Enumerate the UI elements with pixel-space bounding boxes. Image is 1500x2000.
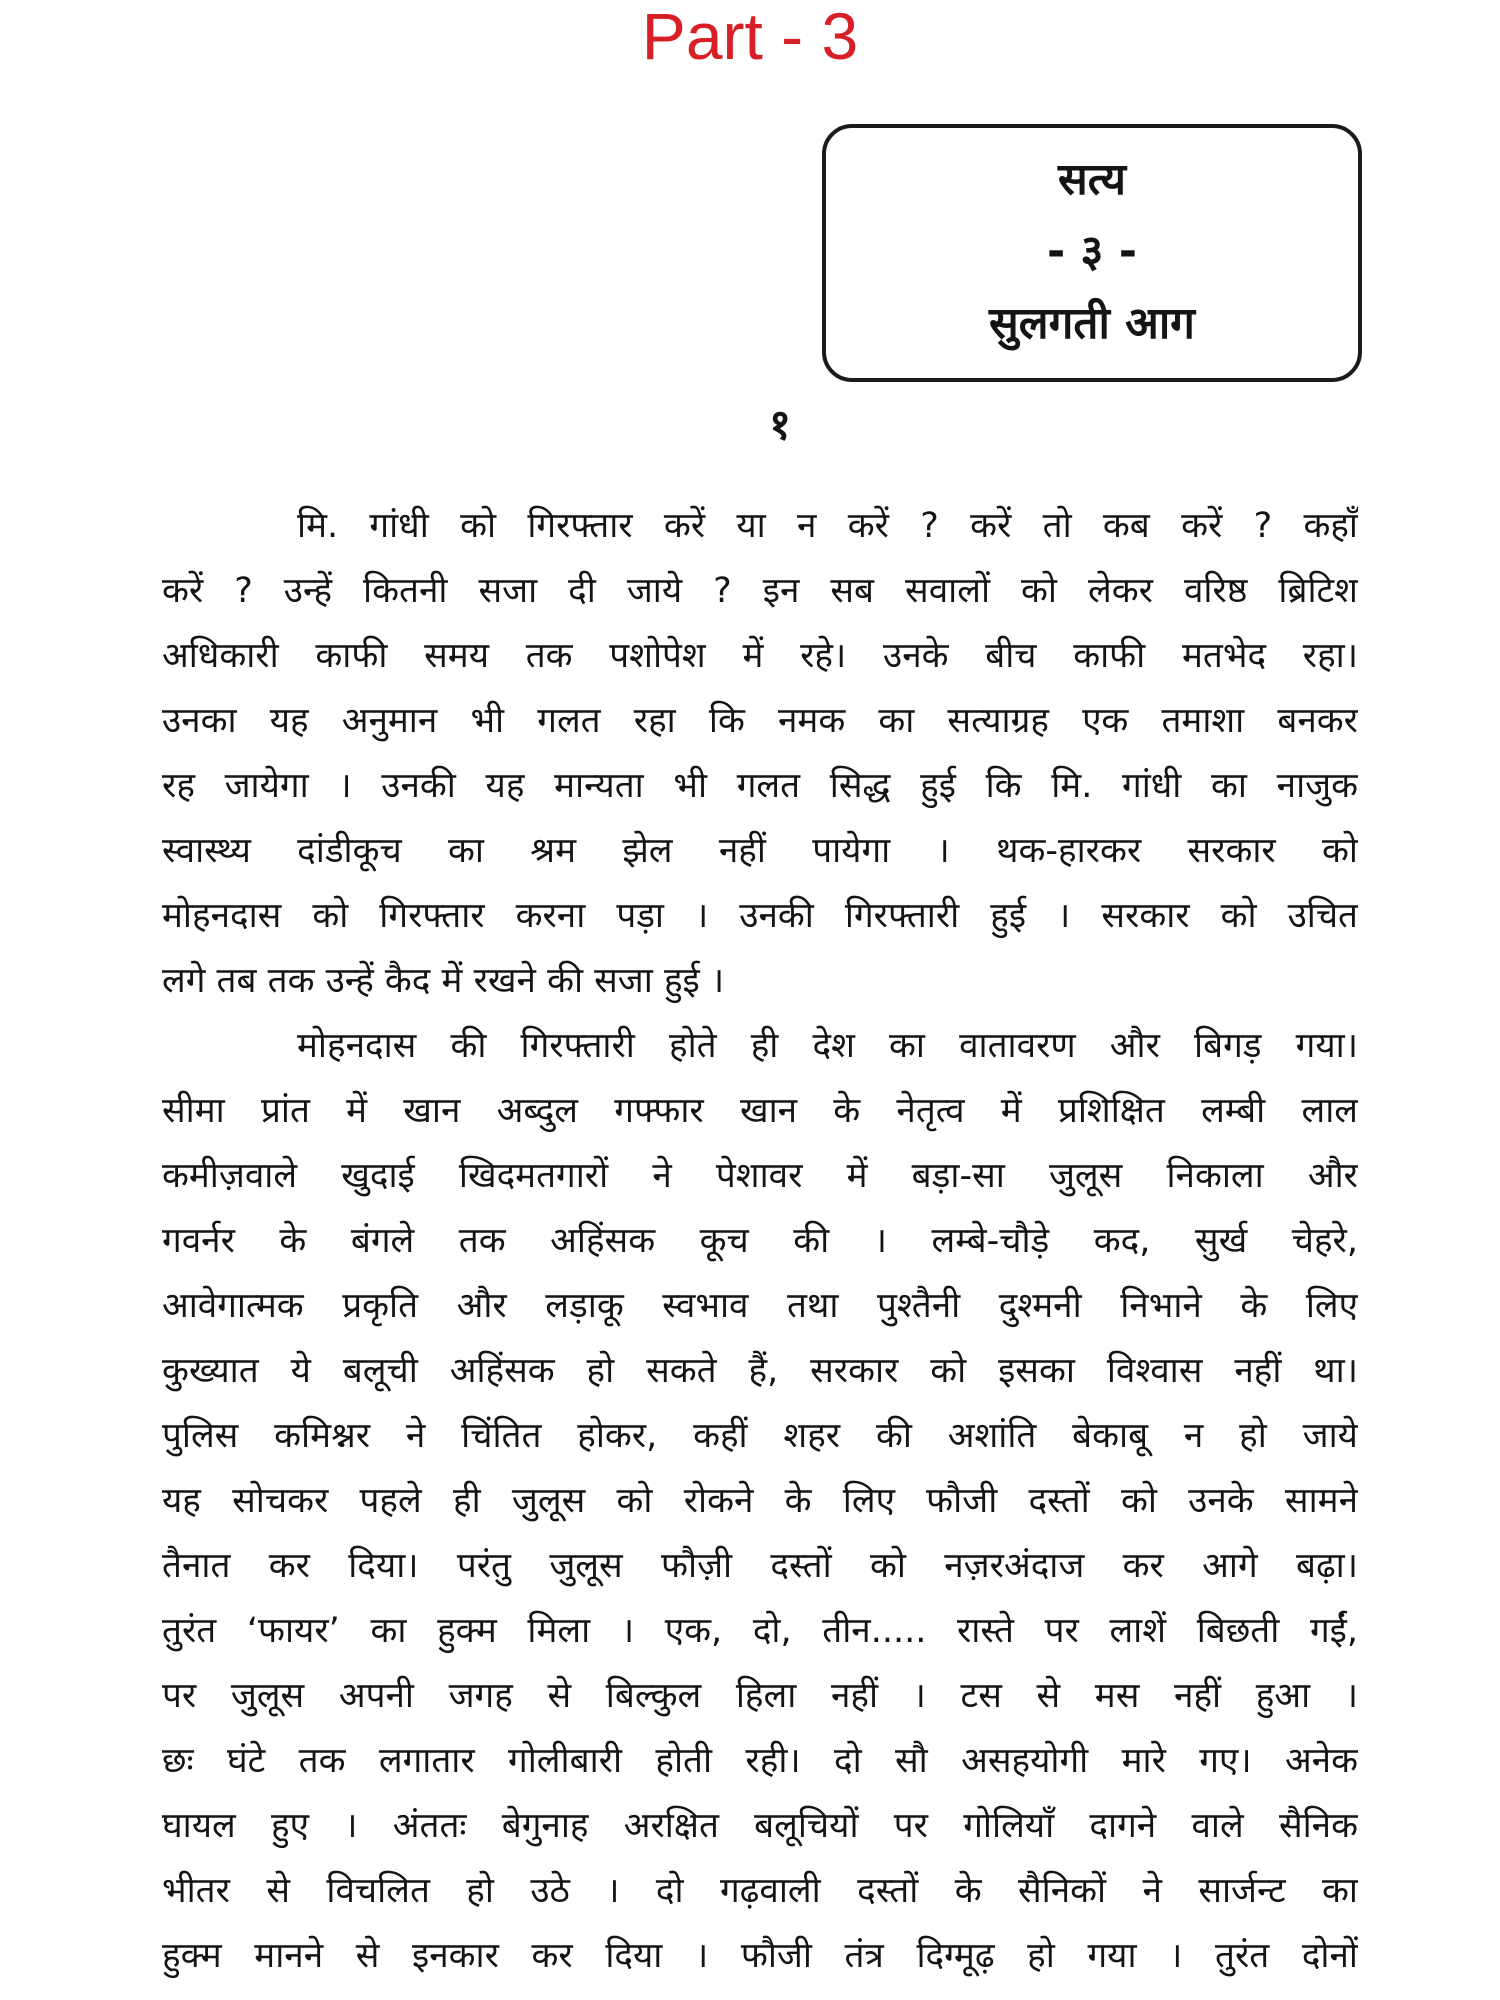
chapter-subtitle: सुलगती आग xyxy=(989,298,1195,349)
paragraph-2-line: घायल हुए । अंततः बेगुनाह अरक्षित बलूचियों पर गोलियाँ दागने वाले सैनिक xyxy=(162,1806,1358,1846)
paragraph-1-line: अधिकारी काफी समय तक पशोपेश में रहे। उनके बीच काफी मतभेद रहा। xyxy=(162,636,1358,676)
paragraph-2-line: भीतर से विचलित हो उठे । दो गढ़वाली दस्तों के सैनिकों ने सार्जन्ट का xyxy=(162,1871,1358,1911)
paragraph-2-line: मोहनदास की गिरफ्तारी होते ही देश का वातावरण और बिगड़ गया। xyxy=(297,1026,1358,1066)
paragraph-2-line: कमीज़वाले खुदाई खिदमतगारों ने पेशावर में बड़ा-सा जुलूस निकाला और xyxy=(162,1156,1358,1196)
paragraph-2-line: पर जुलूस अपनी जगह से बिल्कुल हिला नहीं । टस से मस नहीं हुआ । xyxy=(162,1676,1358,1716)
part-label: Part - 3 xyxy=(641,0,859,73)
paragraph-2-line: छः घंटे तक लगातार गोलीबारी होती रही। दो सौ असहयोगी मारे गए। अनेक xyxy=(162,1741,1358,1781)
paragraph-2-line: गवर्नर के बंगले तक अहिंसक कूच की । लम्बे-चौड़े कद, सुर्ख चेहरे, xyxy=(162,1221,1358,1261)
paragraph-2-line: यह सोचकर पहले ही जुलूस को रोकने के लिए फौजी दस्तों को उनके सामने xyxy=(162,1481,1358,1521)
body-text xyxy=(162,494,1358,1989)
paragraph-2-line: तुरंत ‘फायर’ का हुक्म मिला । एक, दो, तीन..... रास्ते पर लाशें बिछती गईं, xyxy=(162,1611,1358,1651)
paragraph-1-line: स्वास्थ्य दांडीकूच का श्रम झेल नहीं पायेगा । थक-हारकर सरकार को xyxy=(162,831,1358,871)
paragraph-1-line: मोहनदास को गिरफ्तार करना पड़ा । उनकी गिरफ्तारी हुई । सरकार को उचित xyxy=(162,896,1358,936)
paragraph-1-line: मि. गांधी को गिरफ्तार करें या न करें ? करें तो कब करें ? कहाँ xyxy=(297,506,1358,546)
paragraph-2-line: सीमा प्रांत में खान अब्दुल गफ्फार खान के नेतृत्व में प्रशिक्षित लम्बी लाल xyxy=(162,1091,1358,1131)
paragraph-2-line: तैनात कर दिया। परंतु जुलूस फौज़ी दस्तों को नज़रअंदाज कर आगे बढ़ा। xyxy=(162,1546,1358,1586)
chapter-number: - ३ - xyxy=(1046,226,1138,277)
section-number: १ xyxy=(769,400,791,449)
paragraph-1-line: लगे तब तक उन्हें कैद में रखने की सजा हुई । xyxy=(162,961,725,1001)
paragraph-2-line: पुलिस कमिश्नर ने चिंतित होकर, कहीं शहर की अशांति बेकाबू न हो जाये xyxy=(162,1416,1358,1456)
paragraph-2-line: आवेगात्मक प्रकृति और लड़ाकू स्वभाव तथा पुश्तैनी दुश्मनी निभाने के लिए xyxy=(162,1286,1358,1326)
paragraph-1-line: उनका यह अनुमान भी गलत रहा कि नमक का सत्याग्रह एक तमाशा बनकर xyxy=(162,701,1358,741)
chapter-title-main: सत्य xyxy=(1057,154,1127,205)
paragraph-2-line: हुक्म मानने से इनकार कर दिया । फौजी तंत्र दिग्मूढ़ हो गया । तुरंत दोनों xyxy=(162,1936,1358,1976)
paragraph-1-line: करें ? उन्हें कितनी सजा दी जाये ? इन सब सवालों को लेकर वरिष्ठ ब्रिटिश xyxy=(162,571,1358,611)
paragraph-2-line: कुख्यात ये बलूची अहिंसक हो सकते हैं, सरकार को इसका विश्वास नहीं था। xyxy=(162,1351,1358,1391)
chapter-title-box xyxy=(822,124,1362,382)
paragraph-1-line: रह जायेगा । उनकी यह मान्यता भी गलत सिद्ध हुई कि मि. गांधी का नाजुक xyxy=(162,766,1358,806)
